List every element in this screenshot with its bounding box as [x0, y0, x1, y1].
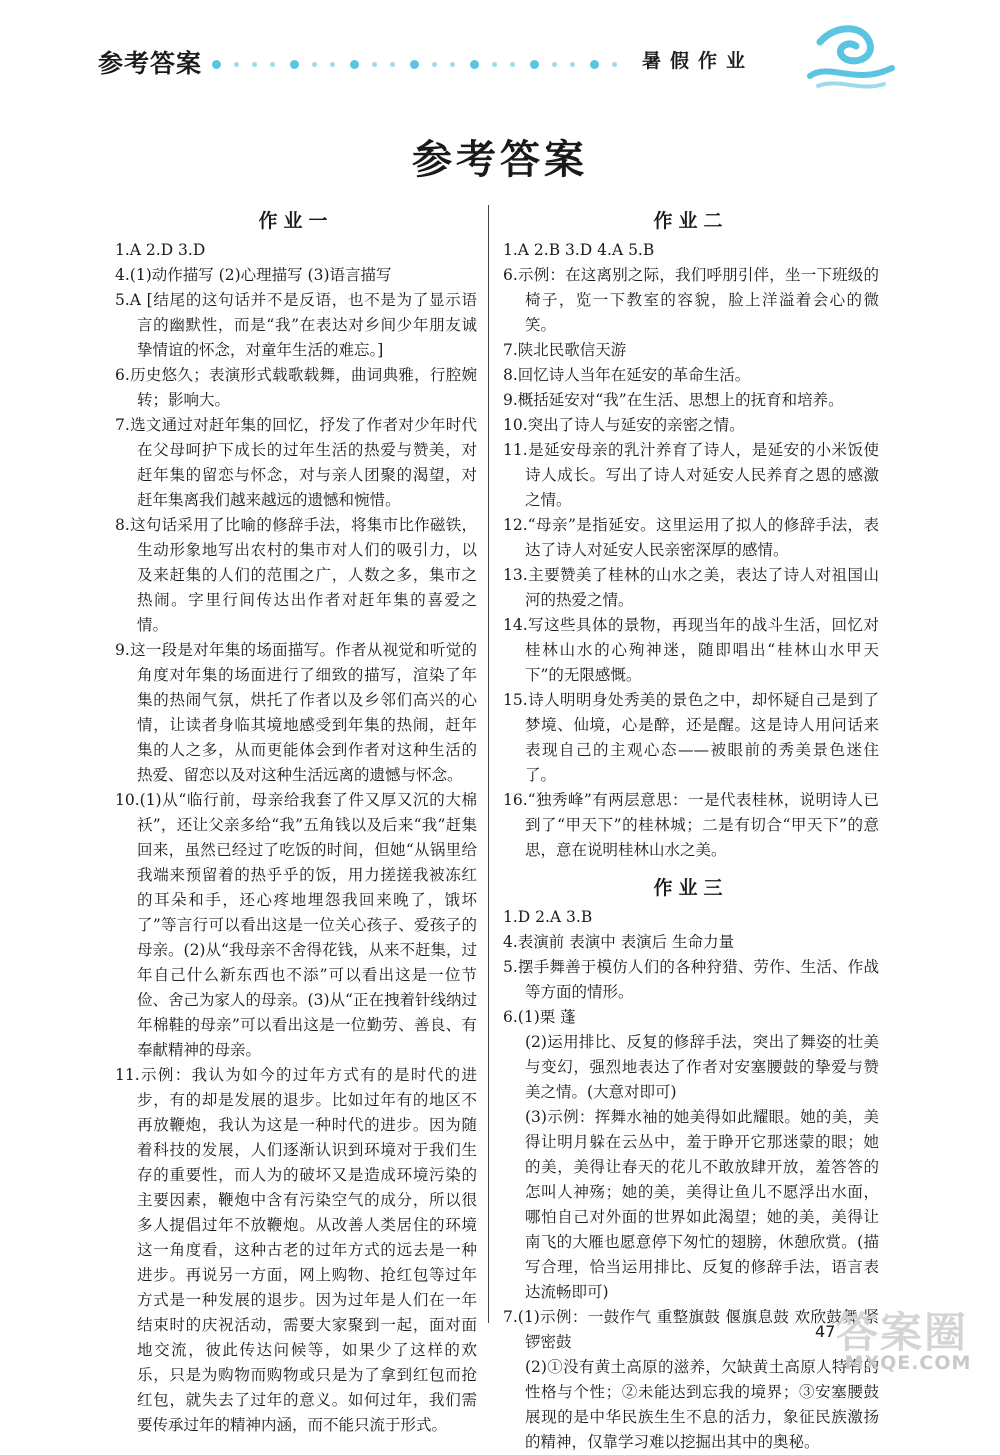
- answer-item: 11.示例：我认为如今的过年方式有的是时代的进步，有的却是发展的退步。比如过年有的地区不再放鞭炮，我认为这是一种时代的进步。因为随着科技的发展，人们逐渐认识到环境对于我们生存的重要性，而人为的破坏又是造成环境污染的主要因素，鞭炮中含有污染空气的成分，所以很多人提倡过年不放鞭炮。从改善人类居住的环境这一角度看，这种古老的过年方式的远去是一种进步。再说另一方面，网上购物、抢红包等过年方式是一种发展的退步。因为过年是人们在一年结束时的庆祝活动，需要大家聚到一起，面对面地交流，彼此传达问候等，如果少了这样的欢乐，只是为购物而购物或只是为了拿到红包而抢红包，就失去了过年的意义。如何过年，我们需要传承过年的精神内涵，而不能只流于形式。: [115, 1066, 477, 1434]
- watermark-logo: [828, 1300, 988, 1380]
- column-divider: [488, 205, 489, 1323]
- answer-item: 12.“母亲”是指延安。这里运用了拟人的修辞手法，表达了诗人对延安人民亲密深厚的感情。: [503, 516, 879, 559]
- answer-item: 9.概括延安对“我”在生活、思想上的抚育和培养。: [503, 391, 844, 409]
- decorative-dots: [212, 60, 630, 70]
- answer-item: 6.示例：在这离别之际，我们呼朋引伴，坐一下班级的椅子，览一下教室的容貌，脸上洋溢着会心的微笑。: [503, 266, 879, 334]
- right-column: [503, 206, 879, 1455]
- section-title-2: 作业二: [653, 210, 729, 232]
- answer-item: 11.是延安母亲的乳汁养育了诗人，是延安的小米饭使诗人成长。写出了诗人对延安人民养育之恩的感激之情。: [503, 441, 879, 509]
- answer-item: 1.A 2.D 3.D: [115, 241, 206, 259]
- answer-item: 14.写这些具体的景物，再现当年的战斗生活，回忆对桂林山水的心殉神迷，随即唱出“桂林山水甲天下”的无限感慨。: [503, 616, 879, 684]
- answer-item: 8.回忆诗人当年在延安的革命生活。: [503, 366, 751, 384]
- page-number: 47: [815, 1322, 836, 1341]
- answer-item: 4.表演前 表演中 表演后 生命力量: [503, 933, 735, 951]
- page-title: 参考答案: [412, 137, 588, 183]
- answer-item: 1.D 2.A 3.B: [503, 908, 593, 926]
- answer-subitem: (3)示例：挥舞水袖的她美得如此耀眼。她的美，美得让明月躲在云丛中，羞于睁开它那迷蒙的眼；她的美，美得让春天的花儿不敢放肆开放，羞答答的怎叫人神殇；她的美，美得让鱼儿不愿浮出水面，哪怕自己对外面的世界如此渴望；她的美，美得让南飞的大雁也愿意停下匆忙的翅膀，休憩欣赏。(描写合理，恰当运用排比、反复的修辞手法，语言表达流畅即可): [525, 1108, 879, 1301]
- header-title: 参考答案: [98, 49, 203, 78]
- answer-item: 5.A [结尾的这句话并不是反语，也不是为了显示语言的幽默性，而是“我”在表达对乡间少年朋友诚挚情谊的怀念，对童年生活的难忘。]: [115, 291, 477, 359]
- watermark-text: 答案圈: [836, 1308, 969, 1357]
- header-series-label: 暑假作业: [642, 50, 755, 72]
- answer-item: 7.(1)示例：一鼓作气 重整旗鼓 偃旗息鼓 欢欣鼓舞 紧锣密鼓: [503, 1308, 879, 1351]
- page-header: [0, 0, 1000, 100]
- section-title-3: 作业三: [653, 877, 729, 899]
- answer-item: 1.A 2.B 3.D 4.A 5.B: [503, 241, 655, 259]
- answer-item: 10.(1)从“临行前，母亲给我套了件又厚又沉的大棉袄”，还让父亲多给“我”五角钱以及后来“我”赶集回来，虽然已经过了吃饭的时间，但她“从锅里给我端来预留着的热乎乎的饭，用力搓搓我被冻红的耳朵和手，还心疼地埋怨我回来晚了，饿坏了”等言行可以看出这是一位关心孩子、爱孩子的母亲。(2)从“我母亲不舍得花钱，从来不赶集，过年自己什么新东西也不添”可以看出这是一位节俭、舍己为家人的母亲。(3)从“正在拽着针线纳过年棉鞋的母亲”可以看出这是一位勤劳、善良、有奉献精神的母亲。: [115, 791, 477, 1059]
- answer-item: 7.陕北民歌信天游: [503, 341, 627, 359]
- section-title-1: 作业一: [258, 210, 334, 232]
- answer-item: 16.“独秀峰”有两层意思：一是代表桂林，说明诗人已到了“甲天下”的桂林城；二是有切合“甲天下”的意思，意在说明桂林山水之美。: [503, 791, 879, 859]
- answer-item: 5.摆手舞善于模仿人们的各种狩猎、劳作、生活、作战等方面的情形。: [503, 958, 879, 1001]
- answer-item: 9.这一段是对年集的场面描写。作者从视觉和听觉的角度对年集的场面进行了细致的描写，渲染了年集的热闹气氛，烘托了作者以及乡邻们高兴的心情，让读者身临其境地感受到年集的热闹，赶年集的人之多，从而更能体会到作者对这种生活的热爱、留恋以及对这种生活远离的遗憾与怀念。: [115, 641, 477, 784]
- answer-item: 10.突出了诗人与延安的亲密之情。: [503, 416, 745, 434]
- answer-item: 8.这句话采用了比喻的修辞手法，将集市比作磁铁，生动形象地写出农村的集市对人们的吸引力，以及来赶集的人们的范围之广，人数之多，集市之热闹。字里行间传达出作者对赶年集的喜爱之情。: [115, 516, 477, 634]
- left-column: [115, 206, 477, 1438]
- watermark-url: MXQE.COM: [844, 1352, 972, 1374]
- answer-item: 4.(1)动作描写 (2)心理描写 (3)语言描写: [115, 266, 392, 284]
- answer-item: 15.诗人明明身处秀美的景色之中，却怀疑自己是到了梦境、仙境，心是醉，还是醒。这是诗人用问话来表现自己的主观心态——被眼前的秀美景色迷住了。: [503, 691, 879, 784]
- answer-item: 6.历史悠久；表演形式载歌载舞，曲词典雅，行腔婉转；影响大。: [115, 366, 477, 409]
- answer-item: 6.(1)栗 蓬: [503, 1008, 576, 1026]
- answer-subitem: (2)①没有黄土高原的滋养，欠缺黄土高原人特有的性格与个性；②未能达到忘我的境界；③安塞腰鼓展现的是中华民族生生不息的活力，象征民族激扬的精神，仅靠学习难以挖掘出其中的奥秘。: [525, 1358, 879, 1451]
- answer-item: 7.选文通过对赶年集的回忆，抒发了作者对少年时代在父母呵护下成长的过年生活的热爱与赞美，对赶年集的留恋与怀念，对与亲人团聚的渴望，对赶年集离我们越来越远的遗憾和惋惜。: [115, 416, 477, 509]
- answer-item: 13.主要赞美了桂林的山水之美，表达了诗人对祖国山河的热爱之情。: [503, 566, 879, 609]
- answer-subitem: (2)运用排比、反复的修辞手法，突出了舞姿的壮美与变幻，强烈地表达了作者对安塞腰鼓的挚爱与赞美之情。(大意对即可): [525, 1033, 879, 1101]
- wave-logo-icon: [800, 22, 900, 94]
